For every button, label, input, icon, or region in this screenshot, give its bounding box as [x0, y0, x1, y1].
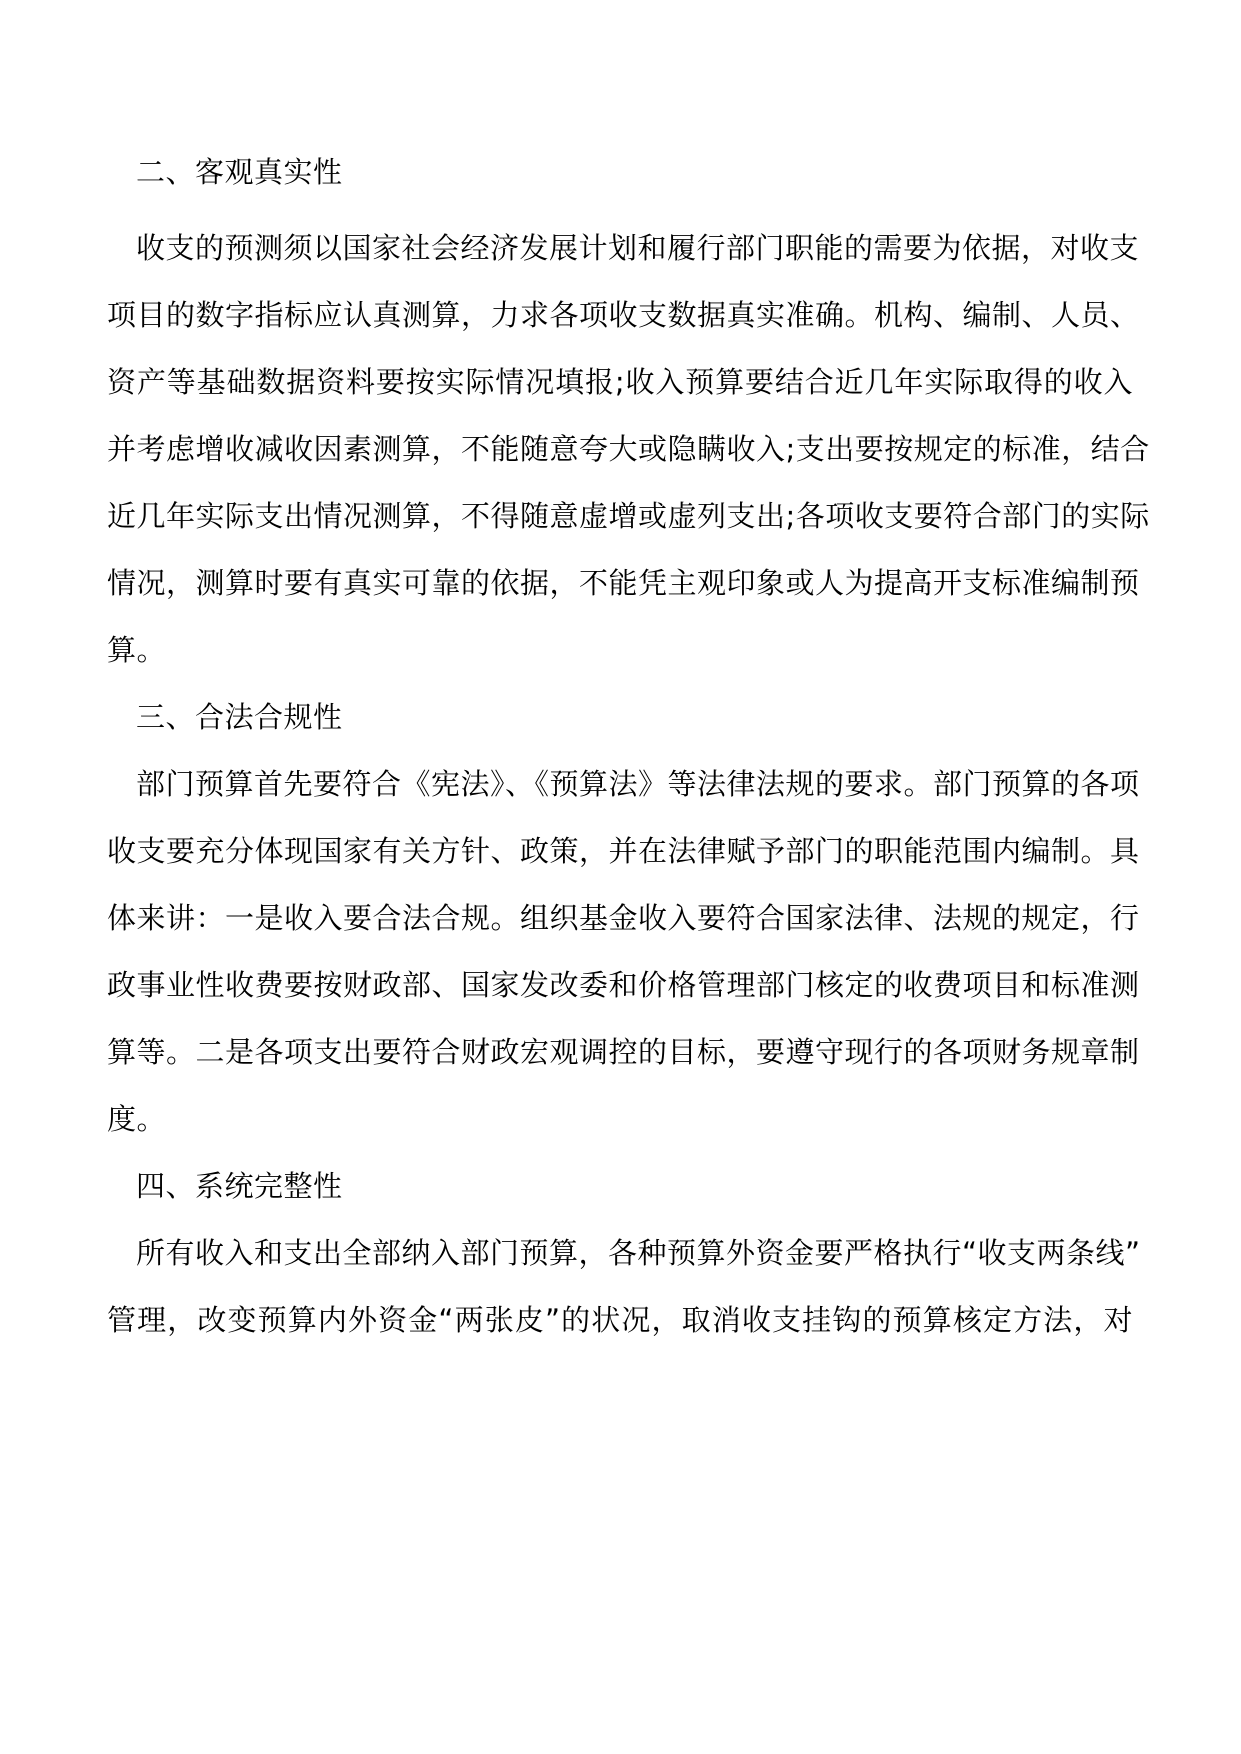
paragraph-line: 算。	[107, 633, 167, 667]
paragraph-line: 度。	[107, 1102, 167, 1136]
paragraph-line: 政事业性收费要按财政部、国家发改委和价格管理部门核定的收费项目和标准测	[107, 968, 1140, 1002]
section-heading-3: 三、合法合规性	[136, 700, 343, 734]
paragraph-line: 并考虑增收减收因素测算，不能随意夸大或隐瞒收入;支出要按规定的标准，结合	[107, 432, 1150, 466]
paragraph-line: 所有收入和支出全部纳入部门预算，各种预算外资金要严格执行“收支两条线”	[136, 1236, 1141, 1270]
paragraph-line: 管理，改变预算内外资金“两张皮”的状况，取消收支挂钩的预算核定方法，对	[107, 1303, 1133, 1337]
paragraph-line: 算等。二是各项支出要符合财政宏观调控的目标，要遵守现行的各项财务规章制	[107, 1035, 1140, 1069]
paragraph-line: 情况，测算时要有真实可靠的依据，不能凭主观印象或人为提高开支标准编制预	[107, 566, 1140, 600]
paragraph-line: 收支的预测须以国家社会经济发展计划和履行部门职能的需要为依据，对收支	[136, 231, 1140, 265]
paragraph-line: 部门预算首先要符合《宪法》、《预算法》等法律法规的要求。部门预算的各项	[136, 767, 1140, 801]
paragraph-line: 近几年实际支出情况测算，不得随意虚增或虚列支出;各项收支要符合部门的实际	[107, 499, 1150, 533]
section-heading-2: 二、客观真实性	[136, 155, 343, 189]
section-heading-4: 四、系统完整性	[136, 1169, 343, 1203]
paragraph-line: 项目的数字指标应认真测算，力求各项收支数据真实准确。机构、编制、人员、	[107, 298, 1140, 332]
paragraph-line: 收支要充分体现国家有关方针、政策，并在法律赋予部门的职能范围内编制。具	[107, 834, 1140, 868]
paragraph-line: 资产等基础数据资料要按实际情况填报;收入预算要结合近几年实际取得的收入	[107, 365, 1133, 399]
paragraph-line: 体来讲：一是收入要合法合规。组织基金收入要符合国家法律、法规的规定，行	[107, 901, 1140, 935]
